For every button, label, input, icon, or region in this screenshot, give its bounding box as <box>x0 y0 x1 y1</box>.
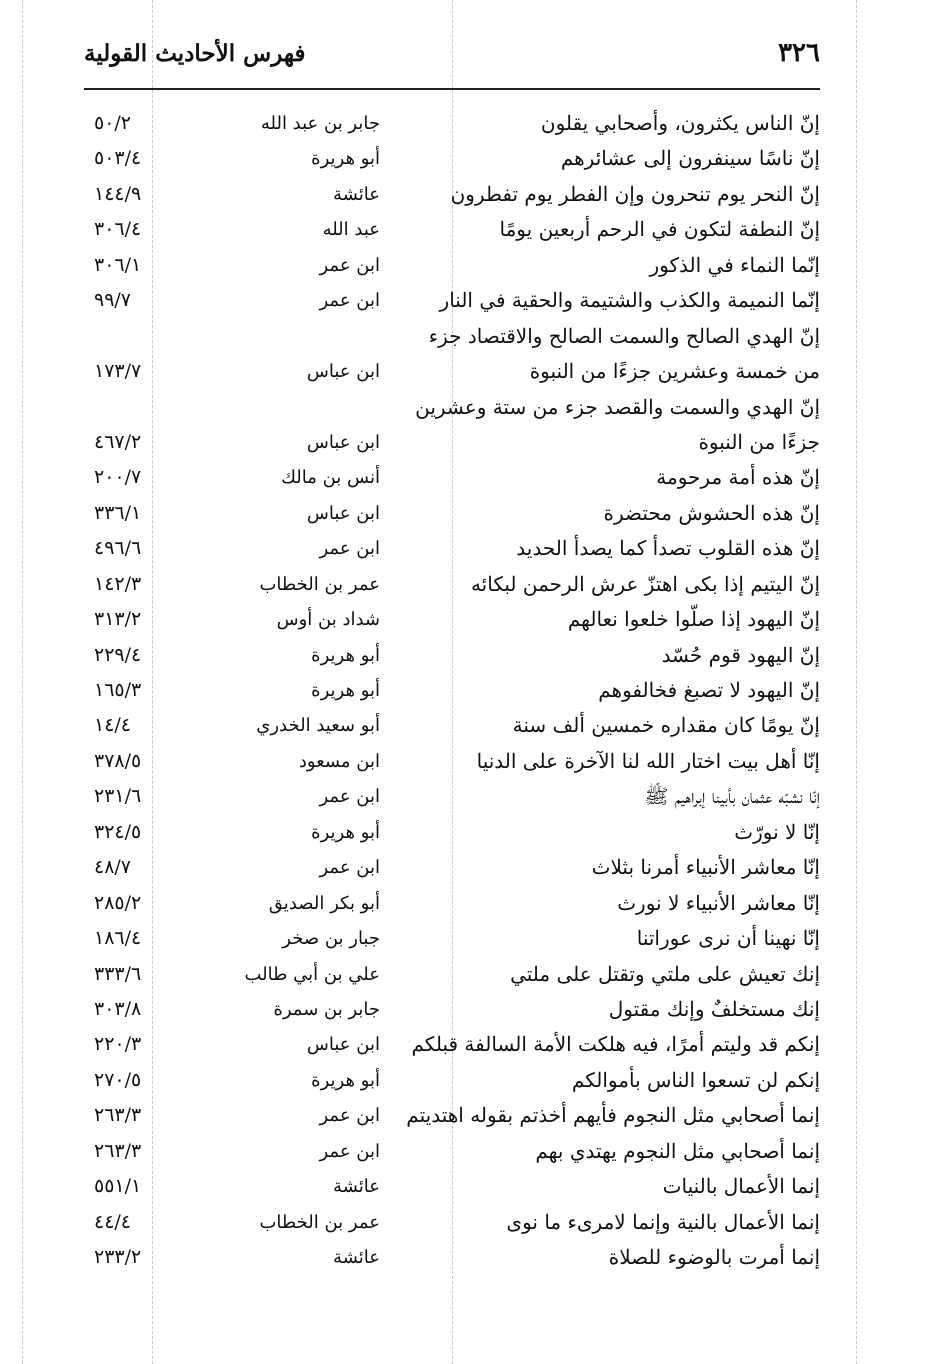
volume-page-ref: ٣٠٦/١ <box>94 253 142 276</box>
volume-page-ref: ٣٣٣/٦ <box>94 962 142 985</box>
hadith-text: إنّا معاشر الأنبياء لا نورث <box>617 890 820 915</box>
narrator-name: أبو بكر الصديق <box>268 892 380 914</box>
hadith-text: من خمسة وعشرين جزءًا من النبوة <box>529 359 820 384</box>
scan-guide-line <box>22 0 23 1364</box>
volume-page-ref: ٤٤/٤ <box>94 1210 132 1233</box>
hadith-text: إنّ هذه الحشوش محتضرة <box>603 500 820 525</box>
narrator-name: عائشة <box>333 183 380 205</box>
narrator-name: أبو هريرة <box>311 680 380 701</box>
hadith-text: إنّ الهدي الصالح والسمت الصالح والاقتصاد جزء <box>428 323 820 348</box>
volume-page-ref: ٣٢٤/٥ <box>94 820 142 843</box>
volume-page-ref: ٣٣٦/١ <box>94 501 142 524</box>
page-number: ٣٢٦ <box>778 38 820 68</box>
volume-page-ref: ١٤٢/٣ <box>94 572 142 595</box>
hadith-text: إنكم لن تسعوا الناس بأموالكم <box>571 1067 820 1092</box>
volume-page-ref: ٢٣١/٦ <box>94 785 142 808</box>
hadith-text: إنّا نشبّه عثمان بأبينا إبراهيم ﷺ <box>644 784 820 809</box>
index-row <box>84 602 820 637</box>
index-row <box>84 708 820 743</box>
index-row <box>84 638 820 673</box>
hadith-text: إنّا أهل بيت اختار الله لنا الآخرة على الدنيا <box>476 748 820 773</box>
hadith-text: جزءًا من النبوة <box>698 429 820 454</box>
hadith-text: إنّ الهدي والسمت والقصد جزء من ستة وعشرين <box>415 394 820 419</box>
narrator-name: ابن عمر <box>319 786 380 808</box>
volume-page-ref: ٢٦٣/٣ <box>94 1104 142 1127</box>
volume-page-ref: ٣٠٣/٨ <box>94 997 142 1020</box>
index-row <box>84 460 820 495</box>
index-row <box>84 106 820 141</box>
hadith-text: إنك مستخلفٌ وإنك مقتول <box>608 996 820 1021</box>
hadith-index-list <box>84 106 820 1275</box>
narrator-name: شداد بن أوس <box>276 609 380 631</box>
narrator-name: عائشة <box>333 1247 380 1268</box>
hadith-text: إنما أصحابي مثل النجوم يهتدي بهم <box>535 1138 820 1163</box>
narrator-name: عمر بن الخطاب <box>259 1211 380 1233</box>
narrator-name: ابن عمر <box>319 1105 380 1127</box>
page-header <box>84 38 820 78</box>
index-row <box>84 283 820 318</box>
narrator-name: ابن عباس <box>306 361 380 383</box>
volume-page-ref: ١٤/٤ <box>94 714 132 737</box>
hadith-text: إنّا لا نورّث <box>734 819 820 844</box>
volume-page-ref: ٣١٣/٢ <box>94 608 142 631</box>
narrator-name: أنس بن مالك <box>281 467 380 489</box>
index-row <box>84 992 820 1027</box>
volume-page-ref: ٢٧٠/٥ <box>94 1068 142 1091</box>
index-row <box>84 1240 820 1275</box>
volume-page-ref: ٢٠٠/٧ <box>94 466 142 489</box>
narrator-name: جابر بن سمرة <box>273 998 380 1020</box>
narrator-name: ابن عمر <box>319 254 380 276</box>
hadith-text: إنّ اليتيم إذا بكى اهتزّ عرش الرحمن لبكائه <box>470 571 820 596</box>
volume-page-ref: ٥٠/٢ <box>94 112 132 134</box>
hadith-text: إنّما النميمة والكذب والشتيمة والحقية في النار <box>439 288 820 313</box>
hadith-text: إنما الأعمال بالنية وإنما لامرىء ما نوى <box>506 1209 820 1234</box>
index-row <box>84 1098 820 1133</box>
volume-page-ref: ٢٦٣/٣ <box>94 1139 142 1162</box>
hadith-text: إنما الأعمال بالنيات <box>662 1174 820 1199</box>
narrator-name: أبو هريرة <box>311 148 380 170</box>
hadith-text: إنّا نهينا أن نرى عوراتنا <box>636 926 820 951</box>
narrator-name: أبو سعيد الخدري <box>256 715 380 737</box>
narrator-name: عبد الله <box>322 219 380 241</box>
volume-page-ref: ٥٠٣/٤ <box>94 147 142 170</box>
index-row <box>84 921 820 956</box>
volume-page-ref: ٤٦٧/٢ <box>94 430 142 453</box>
volume-page-ref: ٤٩٦/٦ <box>94 537 142 560</box>
hadith-text: إنّ اليهود لا تصبغ فخالفوهم <box>598 678 820 702</box>
volume-page-ref: ١٨٦/٤ <box>94 927 142 950</box>
volume-page-ref: ٢٨٥/٢ <box>94 891 142 914</box>
scan-guide-line <box>856 0 857 1364</box>
narrator-name: عائشة <box>333 1176 380 1198</box>
volume-page-ref: ١٦٥/٣ <box>94 679 142 701</box>
narrator-name: ابن عباس <box>306 1034 380 1056</box>
index-row <box>84 850 820 885</box>
narrator-name: جبار بن صخر <box>282 928 380 950</box>
hadith-text: إنّ الناس يكثرون، وأصحابي يقلون <box>540 111 820 135</box>
index-row <box>84 673 820 708</box>
hadith-text: إنك تعيش على ملتي وتقتل على ملتي <box>510 961 820 986</box>
narrator-name: ابن مسعود <box>298 750 380 772</box>
volume-page-ref: ١٧٣/٧ <box>94 360 142 383</box>
index-row <box>84 177 820 212</box>
narrator-name: عمر بن الخطاب <box>259 573 380 595</box>
volume-page-ref: ٣٠٦/٤ <box>94 218 142 241</box>
hadith-text: إنّ هذه القلوب تصدأ كما يصدأ الحديد <box>516 536 820 561</box>
index-row <box>84 1169 820 1204</box>
index-row <box>84 957 820 992</box>
volume-page-ref: ١٤٤/٩ <box>94 182 142 205</box>
hadith-text: إنّ النحر يوم تنحرون وإن الفطر يوم تفطرون <box>450 181 820 206</box>
header-rule <box>84 88 820 90</box>
index-row <box>84 1205 820 1240</box>
hadith-text: إنّ يومًا كان مقداره خمسين ألف سنة <box>512 713 820 738</box>
index-row <box>84 779 820 814</box>
narrator-name: جابر بن عبد الله <box>260 113 380 134</box>
narrator-name: ابن عباس <box>306 431 380 453</box>
narrator-name: ابن عمر <box>319 538 380 560</box>
narrator-name: ابن عمر <box>319 290 380 312</box>
index-row <box>84 1063 820 1098</box>
volume-page-ref: ٥٥١/١ <box>94 1175 142 1198</box>
index-row <box>84 744 820 779</box>
index-row <box>84 212 820 247</box>
narrator-name: أبو هريرة <box>311 644 380 666</box>
volume-page-ref: ٩٩/٧ <box>94 289 132 312</box>
index-row <box>84 141 820 176</box>
index-row <box>84 886 820 921</box>
narrator-name: أبو هريرة <box>311 1069 380 1091</box>
index-row <box>84 1027 820 1062</box>
index-row <box>84 425 820 460</box>
volume-page-ref: ٢٣٣/٢ <box>94 1246 142 1268</box>
volume-page-ref: ٢٢٠/٣ <box>94 1033 142 1056</box>
hadith-text: إنّا معاشر الأنبياء أمرنا بثلاث <box>591 855 820 880</box>
volume-page-ref: ٢٢٩/٤ <box>94 643 142 666</box>
index-row <box>84 319 820 354</box>
volume-page-ref: ٤٨/٧ <box>94 856 132 879</box>
narrator-name: علي بن أبي طالب <box>244 963 380 985</box>
narrator-name: أبو هريرة <box>311 821 380 843</box>
hadith-text: إنّ اليهود إذا صلّوا خلعوا نعالهم <box>567 607 820 632</box>
hadith-text: إنكم قد وليتم أمرًا، فيه هلكت الأمة السالفة قبلكم <box>411 1032 820 1057</box>
index-row <box>84 531 820 566</box>
hadith-text: إنما أصحابي مثل النجوم فأيهم أخذتم بقوله اهتديتم <box>406 1103 820 1128</box>
hadith-text: إنّ ناسًا سينفرون إلى عشائرهم <box>560 146 820 171</box>
narrator-name: ابن عباس <box>306 502 380 524</box>
index-row <box>84 1134 820 1169</box>
index-row <box>84 567 820 602</box>
volume-page-ref: ٣٧٨/٥ <box>94 749 142 772</box>
hadith-text: إنّما النماء في الذكور <box>649 252 820 277</box>
index-row <box>84 354 820 389</box>
index-row <box>84 815 820 850</box>
hadith-text: إنّ النطفة لتكون في الرحم أربعين يومًا <box>499 217 820 242</box>
hadith-text: إنّ هذه أمة مرحومة <box>656 465 820 490</box>
running-title: فهرس الأحاديث القولية <box>84 40 306 67</box>
narrator-name: ابن عمر <box>319 1140 380 1162</box>
index-row <box>84 248 820 283</box>
index-row <box>84 496 820 531</box>
narrator-name: ابن عمر <box>319 857 380 879</box>
hadith-text: إنّ اليهود قوم حُسّد <box>661 642 820 667</box>
index-row <box>84 390 820 425</box>
hadith-text: إنما أمرت بالوضوء للصلاة <box>608 1245 820 1269</box>
